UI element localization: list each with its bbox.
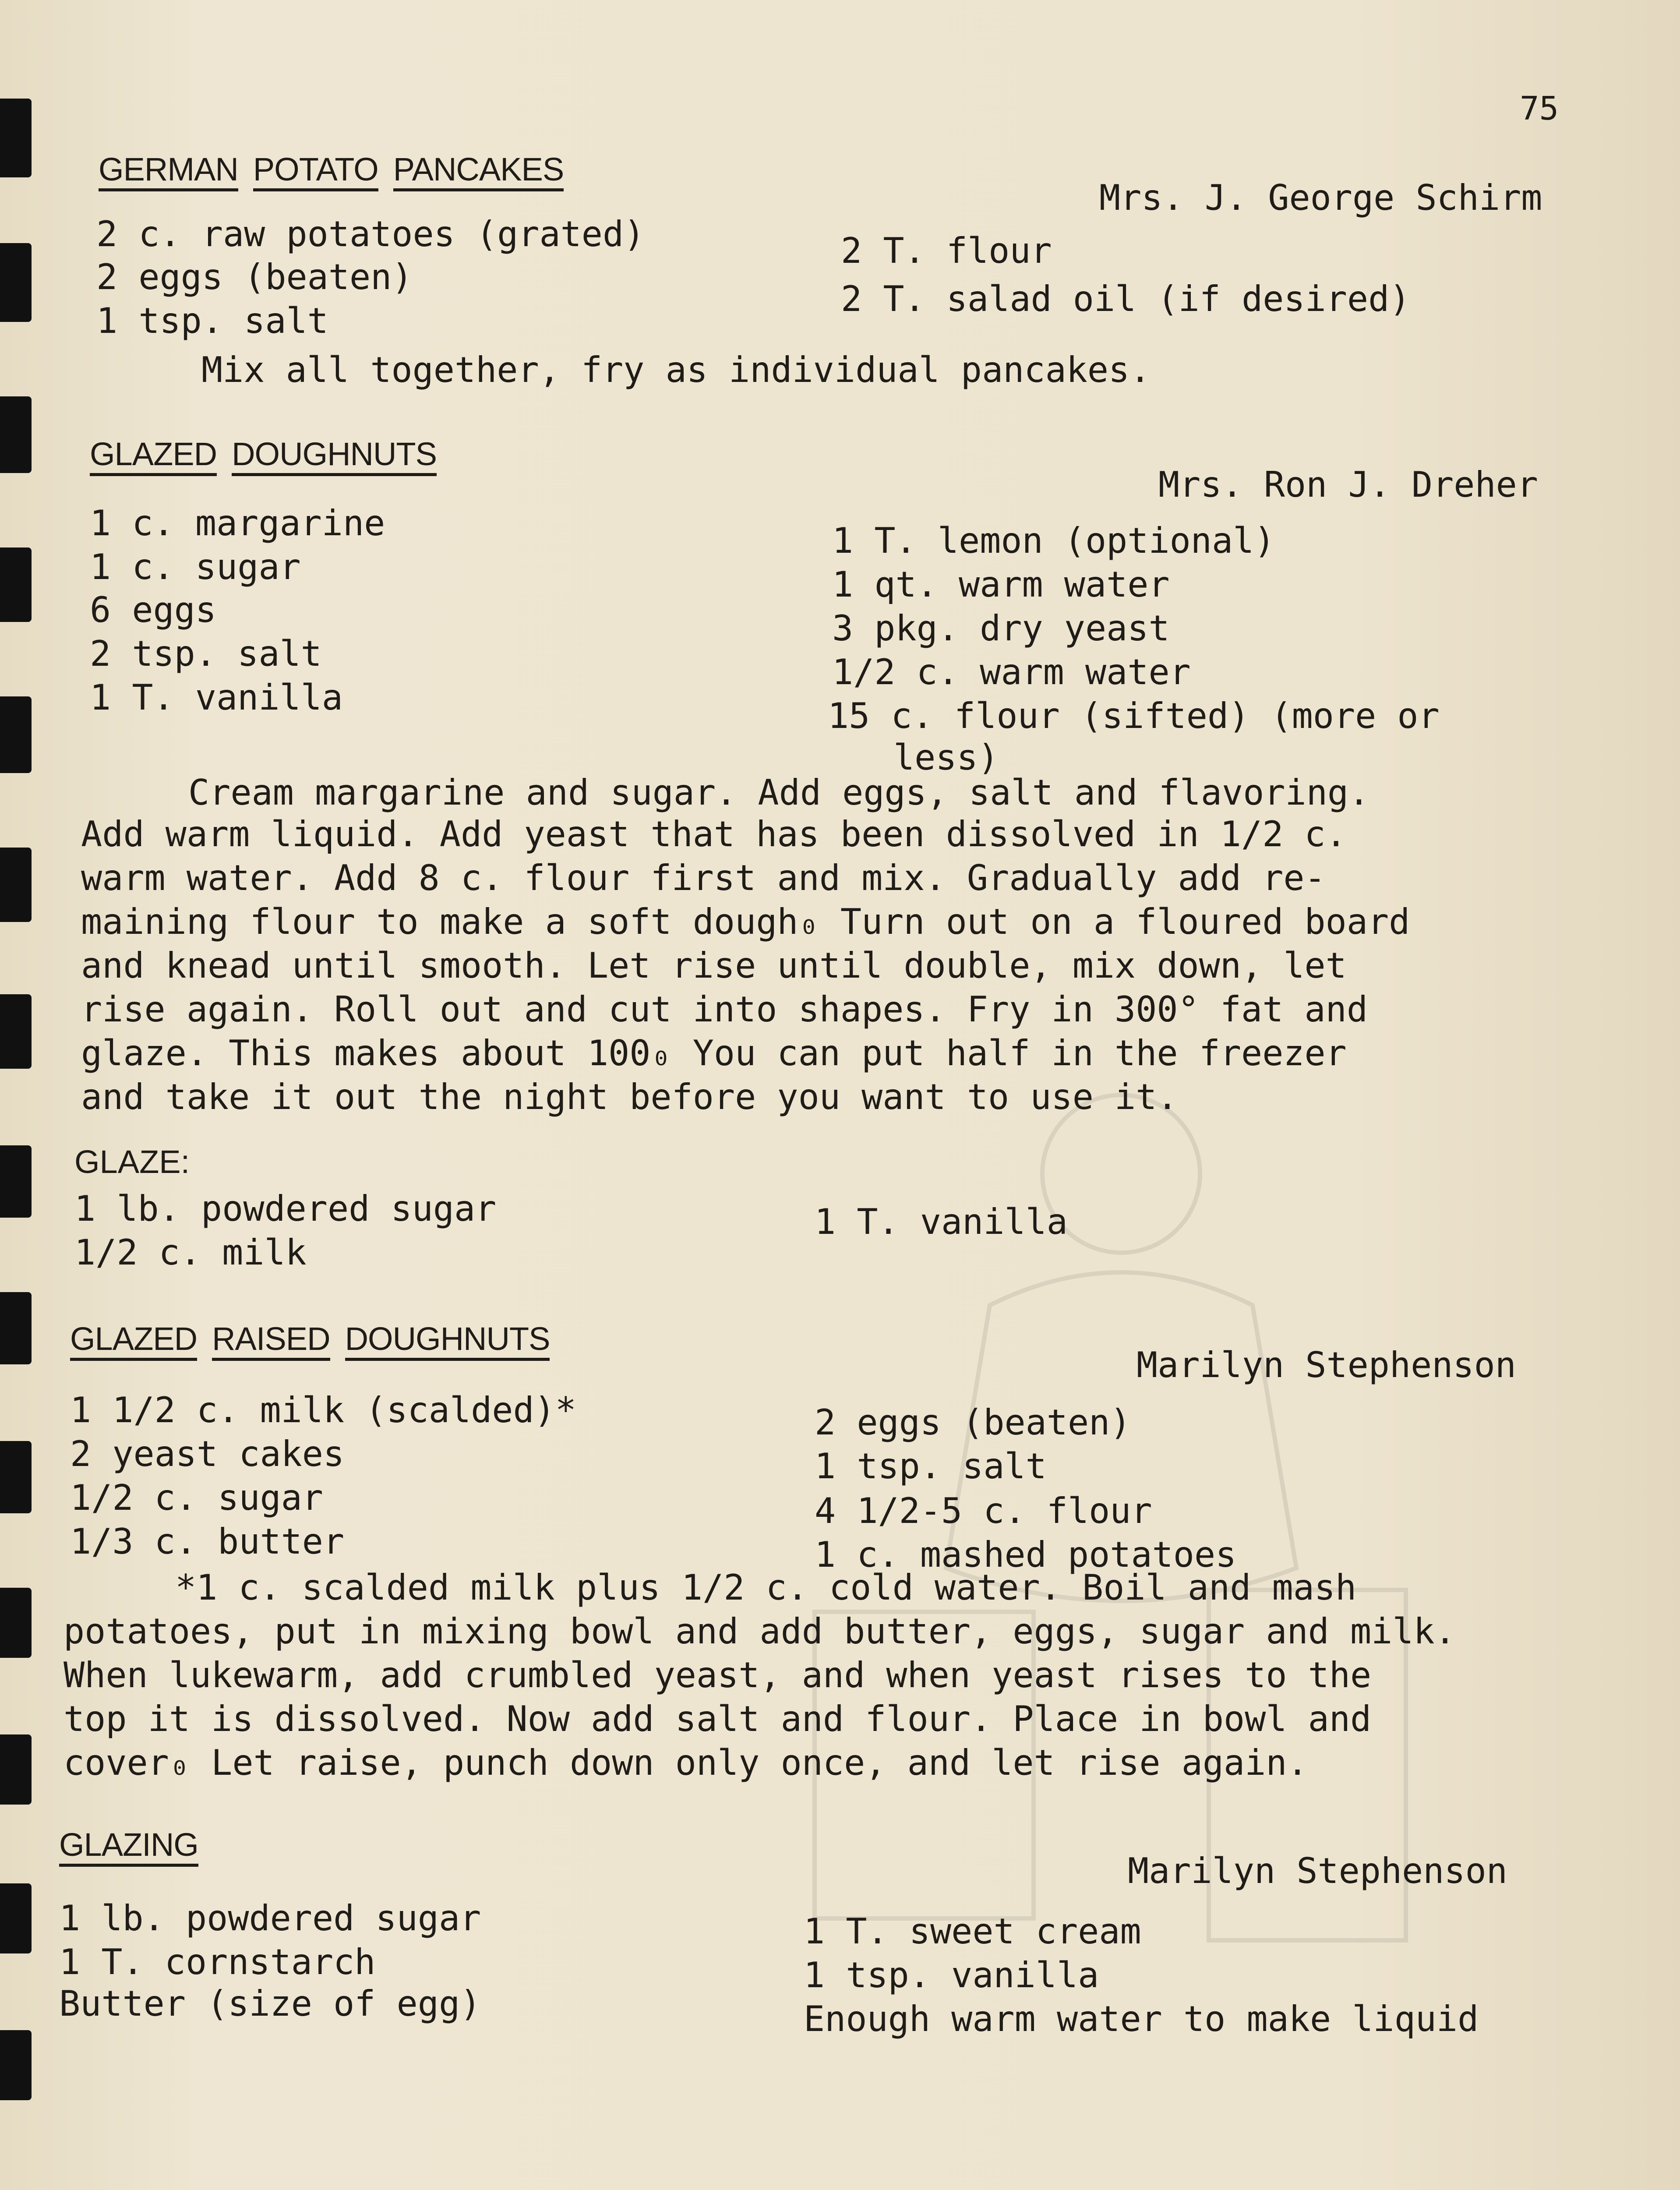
binding-hole — [0, 1588, 32, 1658]
directions-line: maining flour to make a soft dough₀ Turn out on a floured board — [81, 901, 1410, 942]
directions-line: cover₀ Let raise, punch down only once, and let rise again. — [64, 1742, 1308, 1783]
ingredient: 1 c. sugar — [90, 547, 301, 587]
page-number: 75 — [1520, 90, 1559, 127]
title-word: DOUGHNUTS — [345, 1323, 550, 1361]
directions-line: and take it out the night before you want to use it. — [81, 1077, 1178, 1117]
ingredient: 1/3 c. butter — [70, 1521, 345, 1562]
title-word: RAISED — [212, 1323, 330, 1361]
recipe-author: Marilyn Stephenson — [1128, 1851, 1507, 1891]
binding-hole — [0, 548, 32, 622]
ingredient: 2 eggs (beaten) — [96, 257, 413, 297]
ingredient: 3 pkg. dry yeast — [832, 608, 1170, 649]
recipe-title: GLAZE: — [74, 1144, 190, 1180]
ingredient: 1 lb. powdered sugar — [59, 1898, 481, 1939]
title-word: GERMAN — [99, 153, 238, 191]
ingredient: 1 c. mashed potatoes — [815, 1534, 1237, 1575]
ingredient: 15 c. flour (sifted) (more or — [828, 696, 1440, 736]
ingredient: 2 eggs (beaten) — [815, 1402, 1131, 1443]
directions-line: Add warm liquid. Add yeast that has been dissolved in 1/2 c. — [81, 814, 1347, 855]
directions-line: *1 c. scalded milk plus 1/2 c. cold water. Boil and mash — [175, 1567, 1357, 1608]
ingredient: 1 tsp. vanilla — [804, 1955, 1099, 1996]
ingredient: 2 c. raw potatoes (grated) — [96, 214, 645, 254]
recipe-title — [70, 1321, 565, 1361]
binding-hole — [0, 1441, 32, 1513]
directions-line: rise again. Roll out and cut into shapes. Fry in 300° fat and — [81, 989, 1368, 1030]
directions-line: glaze. This makes about 100₀ You can put half in the freezer — [81, 1033, 1347, 1074]
binding-hole — [0, 848, 32, 922]
recipe-author: Mrs. Ron J. Dreher — [1158, 464, 1538, 505]
ingredient: 1 T. vanilla — [815, 1201, 1068, 1242]
ingredient: 1 T. sweet cream — [804, 1911, 1141, 1952]
ingredient: 6 eggs — [90, 590, 216, 630]
ingredient: Enough warm water to make liquid — [804, 1999, 1479, 2039]
directions-line: top it is dissolved. Now add salt and flour. Place in bowl and — [64, 1699, 1372, 1739]
directions-line: potatoes, put in mixing bowl and add butter, eggs, sugar and milk. — [64, 1611, 1456, 1652]
ingredient: less) — [893, 737, 999, 778]
ingredient: 2 tsp. salt — [90, 633, 322, 674]
directions-line: When lukewarm, add crumbled yeast, and when yeast rises to the — [64, 1655, 1372, 1695]
ingredient: 1 c. margarine — [90, 503, 385, 544]
title-word: GLAZING — [59, 1829, 198, 1867]
ingredient: 1 1/2 c. milk (scalded)* — [70, 1390, 576, 1431]
directions-line: warm water. Add 8 c. flour first and mix. Gradually add re- — [81, 858, 1326, 898]
ingredient: 1 tsp. salt — [815, 1446, 1047, 1487]
binding-hole — [0, 994, 32, 1069]
ingredient: 1/2 c. warm water — [832, 652, 1191, 692]
recipe-title — [90, 436, 452, 476]
ingredient: 1 lb. powdered sugar — [74, 1188, 497, 1229]
title-word: PANCAKES — [393, 153, 564, 191]
directions-line: and knead until smooth. Let rise until double, mix down, let — [81, 945, 1347, 986]
ingredient: 1 qt. warm water — [832, 564, 1170, 605]
title-word: GLAZED — [90, 438, 217, 476]
binding-hole — [0, 243, 32, 322]
title-word: DOUGHNUTS — [232, 438, 437, 476]
ingredient: 1 T. cornstarch — [59, 1942, 376, 1982]
binding-hole — [0, 99, 32, 177]
ingredient: Butter (size of egg) — [59, 1983, 481, 2024]
title-word: GLAZED — [70, 1323, 197, 1361]
ingredient: 1 T. lemon (optional) — [832, 520, 1275, 561]
ingredient: 2 T. flour — [841, 230, 1052, 271]
recipe-title — [59, 1826, 213, 1867]
recipe-author: Mrs. J. George Schirm — [1099, 177, 1542, 218]
binding-hole — [0, 396, 32, 473]
recipe-author: Marilyn Stephenson — [1136, 1345, 1516, 1385]
binding-hole — [0, 1292, 32, 1364]
ingredient: 1 T. vanilla — [90, 677, 343, 718]
binding-hole — [0, 1145, 32, 1218]
ingredient: 1/2 c. milk — [74, 1232, 307, 1273]
ingredient: 2 T. salad oil (if desired) — [841, 279, 1411, 319]
ingredient: 4 1/2-5 c. flour — [815, 1491, 1152, 1531]
binding-hole — [0, 2030, 32, 2100]
title-word: POTATO — [253, 153, 378, 191]
directions-line: Cream margarine and sugar. Add eggs, salt and flavoring. — [188, 772, 1370, 813]
directions-line: Mix all together, fry as individual pancakes. — [201, 350, 1151, 390]
ingredient: 1/2 c. sugar — [70, 1477, 323, 1518]
binding-hole — [0, 1883, 32, 1953]
ingredient: 2 yeast cakes — [70, 1434, 345, 1474]
binding-hole — [0, 696, 32, 773]
ingredient: 1 tsp. salt — [96, 300, 328, 341]
binding-hole — [0, 1734, 32, 1805]
recipe-title — [99, 151, 579, 191]
